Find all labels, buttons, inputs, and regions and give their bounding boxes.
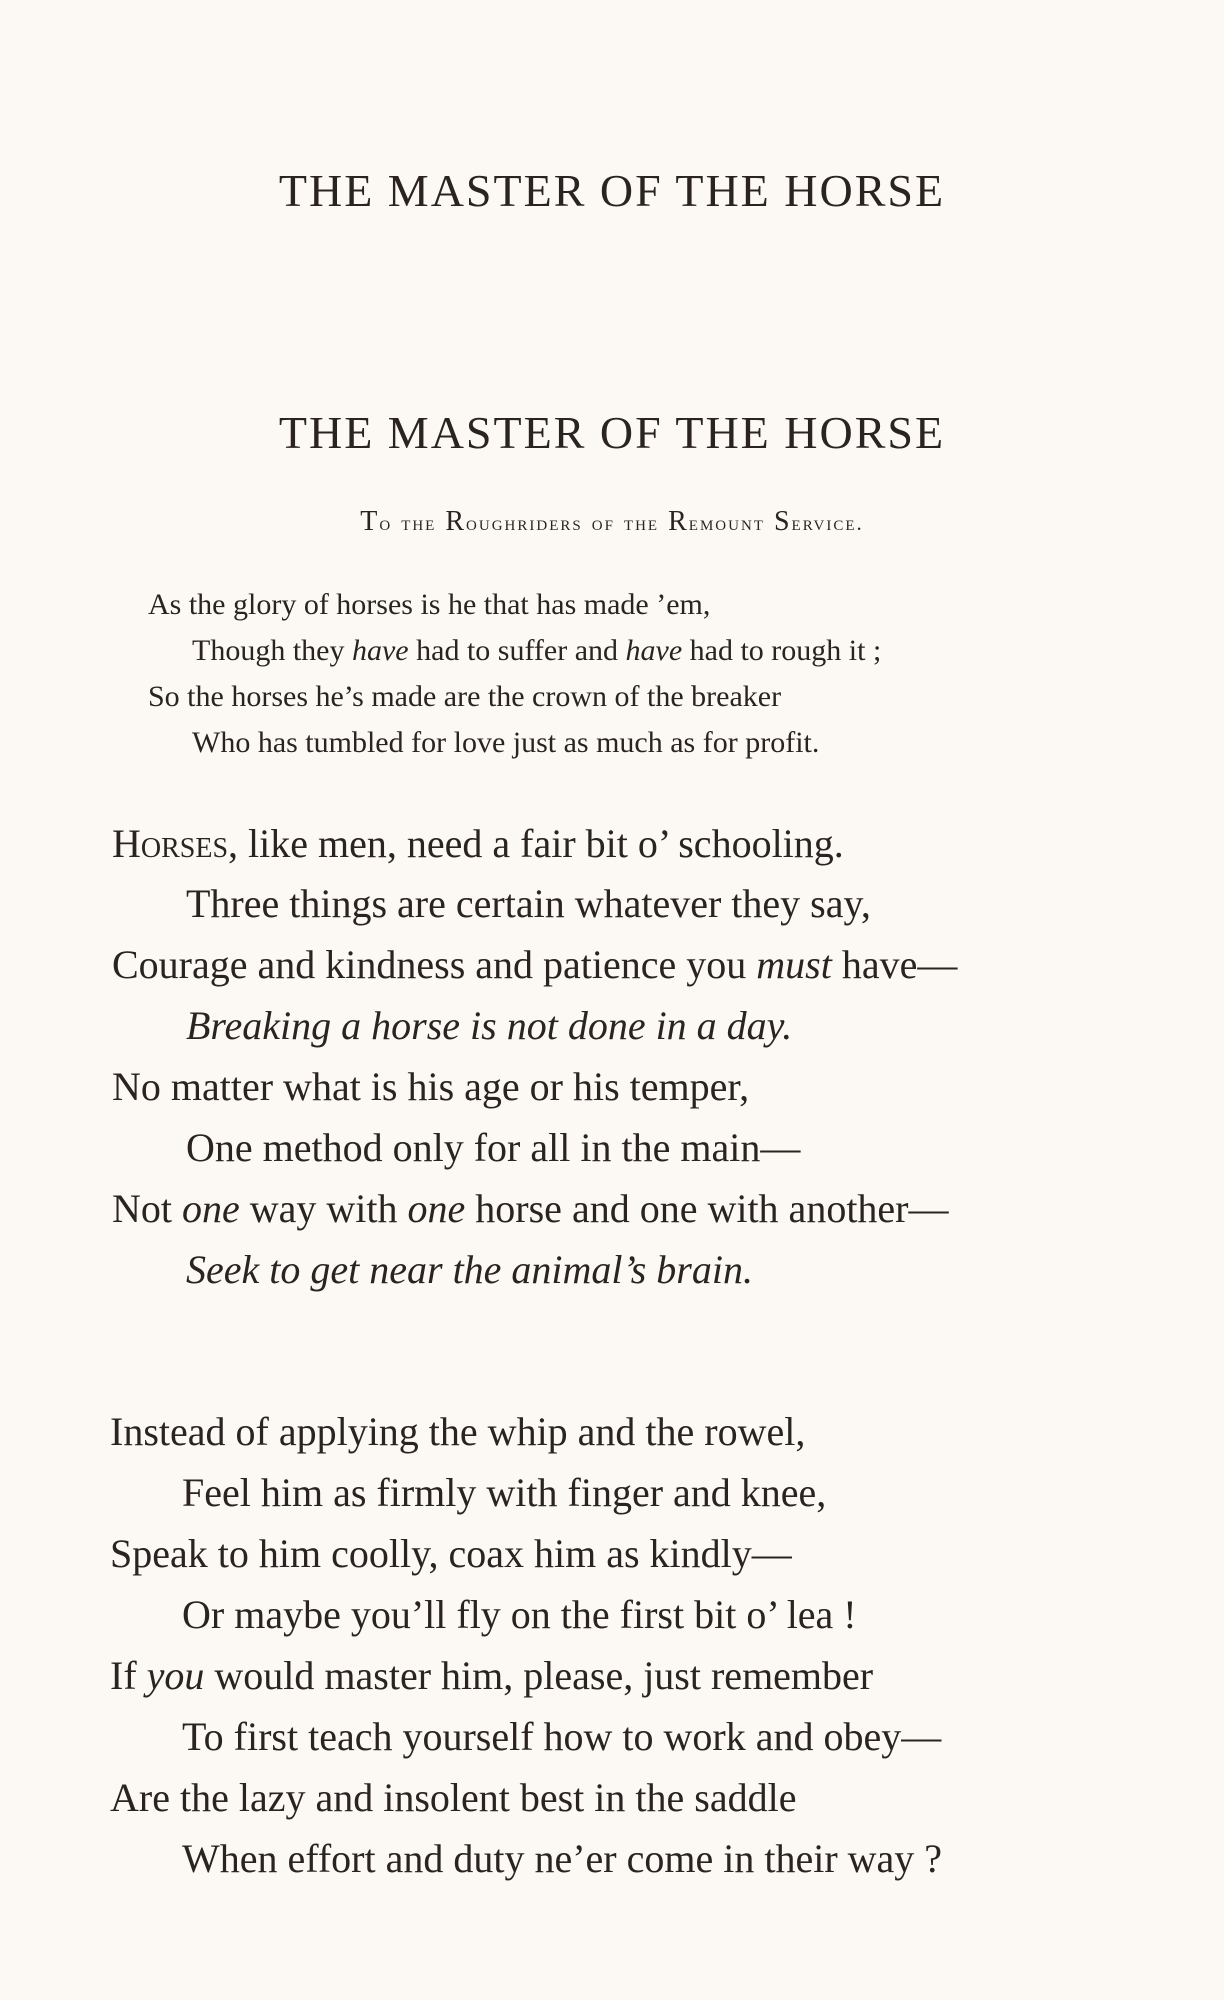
dedication-word: T [360, 506, 380, 537]
verse-line: No matter what is his age or his temper, [112, 1064, 750, 1109]
verse-line: Are the lazy and insolent best in the saddle [110, 1775, 797, 1820]
verse-line: Speak to him coolly, coax him as kindly— [110, 1531, 792, 1576]
running-head: THE MASTER OF THE HORSE [278, 165, 946, 216]
poem-title: THE MASTER OF THE HORSE [278, 407, 946, 458]
verse-line: Not one way with one horse and one with another— [112, 1186, 949, 1231]
epigraph-line: As the glory of horses is he that has made ’em, [148, 588, 711, 621]
dedication-word: emount [688, 511, 765, 535]
dedication-word: S [773, 506, 792, 537]
dedication-word: R [445, 506, 467, 537]
verse-line: Three things are certain whatever they say, [186, 881, 871, 926]
verse-line: Feel him as firmly with finger and knee, [182, 1470, 827, 1515]
verse-line: Instead of applying the whip and the rowel, [110, 1409, 806, 1454]
dedication-word: the [401, 511, 437, 535]
dedication-word: the [623, 511, 660, 535]
verse-line: Horses, like men, need a fair bit o’ schooling. [112, 821, 844, 866]
verse-line: If you would master him, please, just remember [110, 1653, 874, 1698]
epigraph-line: So the horses he’s made are the crown of the breaker [148, 680, 782, 713]
verse-line: Courage and kindness and patience you must have— [112, 942, 958, 987]
verse-line: One method only for all in the main— [186, 1125, 801, 1170]
dedication-word: oughriders [466, 511, 583, 535]
dedication-word: o [379, 511, 393, 535]
epigraph-line: Who has tumbled for love just as much as for profit. [192, 726, 820, 759]
verse-line: Or maybe you’ll fly on the first bit o’ lea ! [182, 1592, 857, 1637]
verse-line: Seek to get near the animal’s brain. [186, 1247, 753, 1292]
verse-line: When effort and duty ne’er come in their way ? [182, 1836, 943, 1881]
dedication-word: of [591, 511, 615, 535]
dedication-word: R [668, 506, 689, 537]
verse-line: To first teach yourself how to work and obey— [182, 1714, 942, 1759]
epigraph-line: Though they have had to suffer and have had to rough it ; [192, 634, 882, 667]
verse-line: Breaking a horse is not done in a day. [186, 1003, 793, 1048]
dedication-word: ervice. [791, 511, 864, 535]
dedication [0, 508, 1224, 536]
